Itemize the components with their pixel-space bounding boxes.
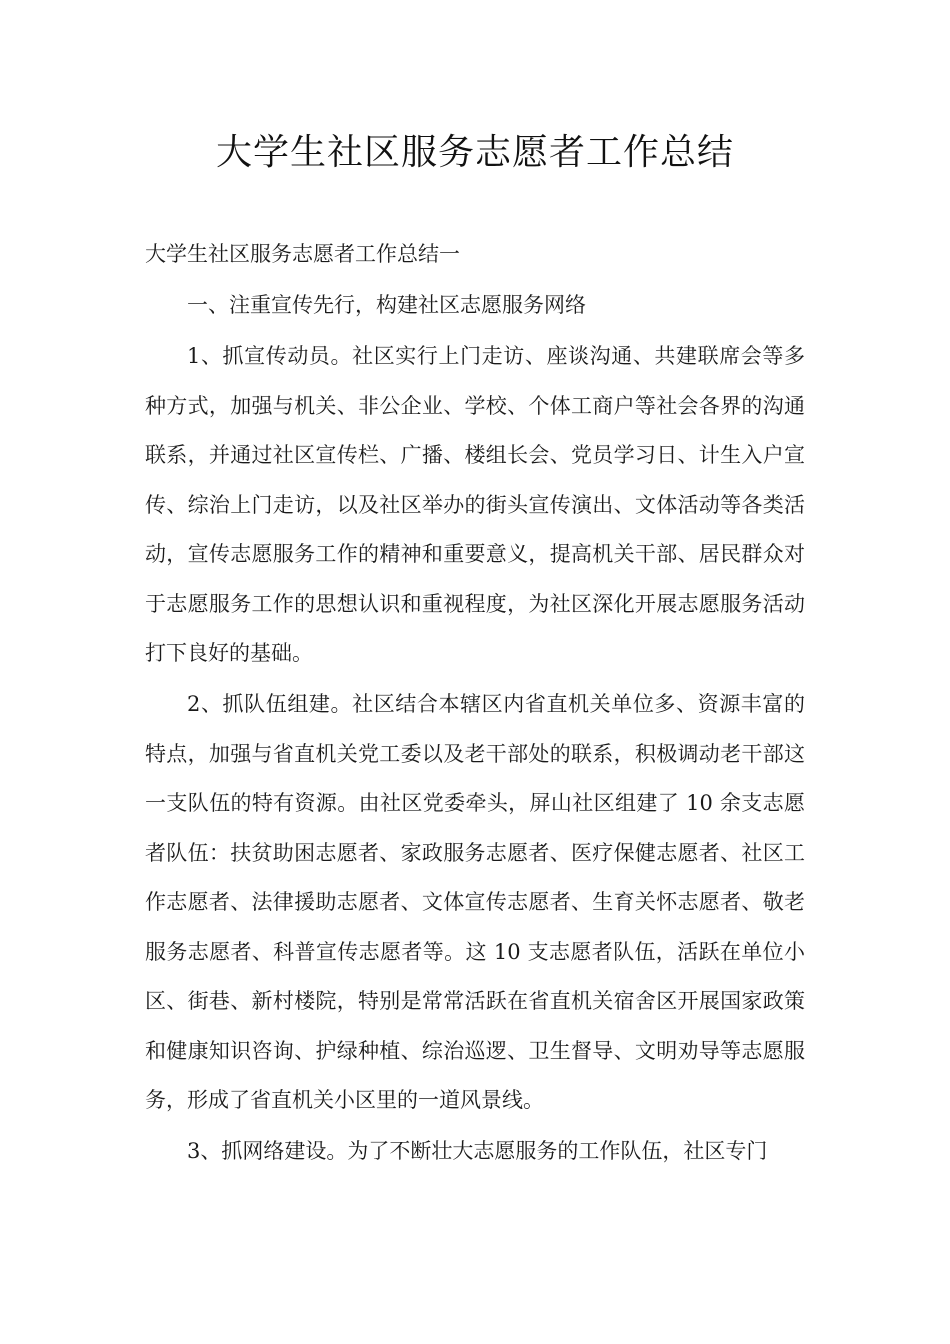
section-heading: 大学生社区服务志愿者工作总结一 [145, 242, 460, 266]
document-title: 大学生社区服务志愿者工作总结 [215, 132, 734, 173]
document-body [145, 230, 805, 1178]
paragraph-publicity: 1、抓宣传动员。社区实行上门走访、座谈沟通、共建联席会等多种方式，加强与机关、非公企业、学校、个体工商户等社会各界的沟通联系，并通过社区宣传栏、广播、楼组长会、党员学习日、计生入户宣传、综治上门走访，以及社区举办的街头宣传演出、文体活动等各类活动，宣传志愿服务工作的精神和重要意义，提高机关干部、居民群众对于志愿服务工作的思想认识和重视程度，为社区深化开展志愿服务活动打下良好的基础。 [145, 344, 805, 665]
paragraph-network-building: 3、抓网络建设。为了不断壮大志愿服务的工作队伍，社区专门 [187, 1139, 768, 1163]
paragraph-team-building: 2、抓队伍组建。社区结合本辖区内省直机关单位多、资源丰富的特点，加强与省直机关党工委以及老干部处的联系，积极调动老干部这一支队伍的特有资源。由社区党委牵头，屏山社区组建了 10 余支志愿者队伍：扶贫助困志愿者、家政服务志愿者、医疗保健志愿者、社区工作志愿者、法律援助志愿者、文体宣传志愿者、生育关怀志愿者、敬老服务志愿者、科普宣传志愿者等。这 10 支志愿者队伍，活跃在单位小区、街巷、新村楼院，特别是常常活跃在省直机关宿舍区开展国家政策和健康知识咨询、护绿种植、综治巡逻、卫生督导、文明劝导等志愿服务，形成了省直机关小区里的一道风景线。 [145, 692, 805, 1112]
subsection-heading: 一、注重宣传先行，构建社区志愿服务网络 [187, 293, 586, 317]
